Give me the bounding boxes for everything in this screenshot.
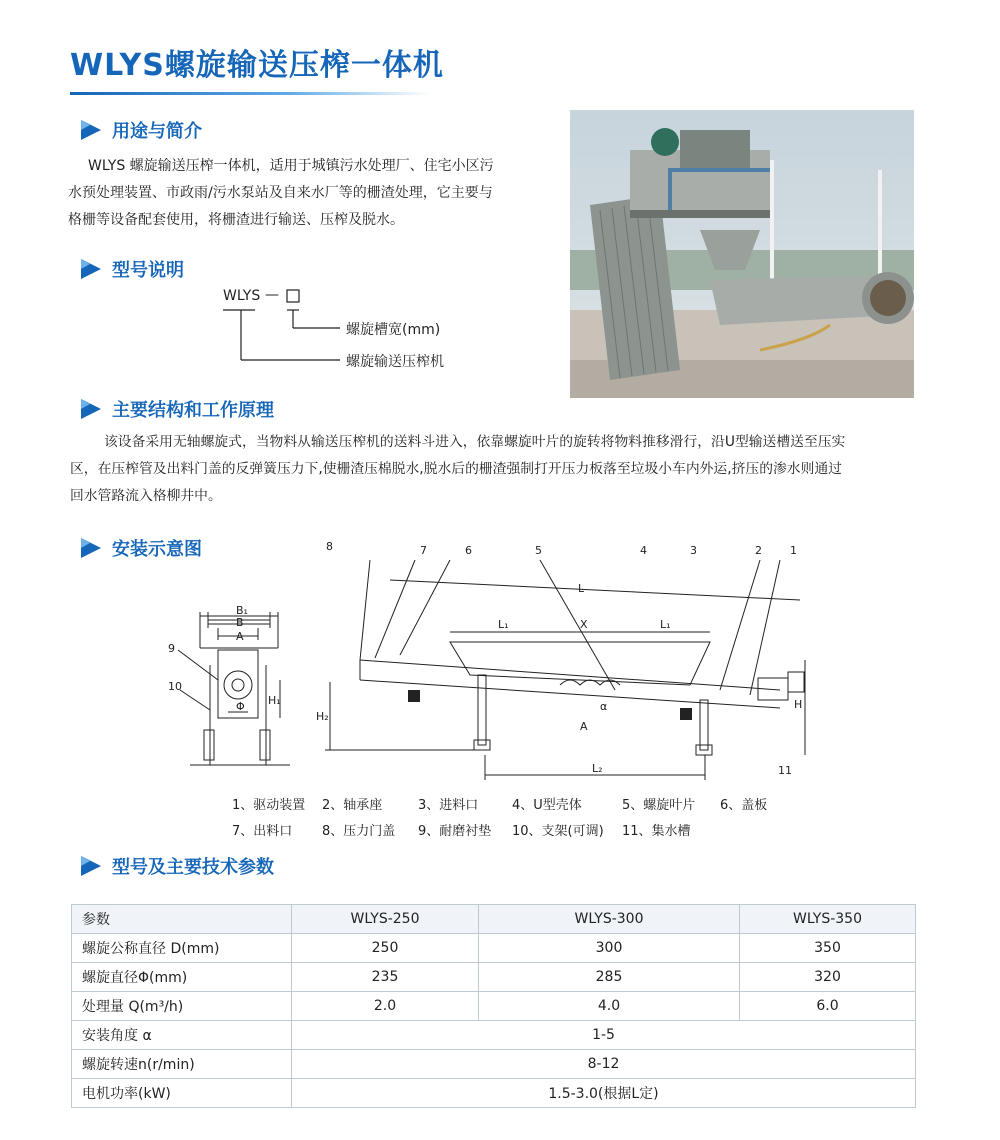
legend-item: 8、压力门盖 bbox=[322, 824, 396, 839]
page-title: WLYS螺旋输送压榨一体机 bbox=[70, 48, 444, 83]
dim-label: Φ bbox=[236, 700, 245, 713]
table-cell: 螺旋公称直径 D(mm) bbox=[72, 934, 292, 963]
model-code-diagram bbox=[215, 282, 515, 382]
callout-number: 11 bbox=[778, 764, 792, 777]
principle-line: 回水管路流入格柳井中。 bbox=[70, 488, 222, 504]
principle-text bbox=[70, 429, 930, 510]
legend-item: 4、U型壳体 bbox=[512, 798, 582, 813]
callout-number: 10 bbox=[168, 680, 182, 693]
dim-label: α bbox=[600, 700, 608, 713]
intro-line: 水预处理装置、市政雨/污水泵站及自来水厂等的栅渣处理，它主要与 bbox=[68, 185, 493, 201]
dim-label: L₁ bbox=[498, 618, 509, 631]
section-heading-principle bbox=[78, 396, 274, 422]
table-cell: 250 bbox=[292, 934, 479, 963]
dim-label: B bbox=[236, 616, 244, 629]
model-code: WLYS bbox=[223, 288, 261, 304]
table-cell: 285 bbox=[479, 963, 740, 992]
model-dash: — bbox=[265, 287, 279, 303]
section-title: 主要结构和工作原理 bbox=[112, 400, 274, 421]
table-cell: 螺旋转速n(r/min) bbox=[72, 1050, 292, 1079]
table-cell: 300 bbox=[479, 934, 740, 963]
callout-number: 8 bbox=[326, 540, 333, 553]
table-row bbox=[72, 1021, 916, 1050]
model-name-label: 螺旋输送压榨机 bbox=[346, 354, 444, 370]
table-cell: 6.0 bbox=[740, 992, 916, 1021]
dim-label: B₁ bbox=[236, 604, 248, 617]
arrow-bullet-icon bbox=[78, 256, 104, 282]
callout-number: 2 bbox=[755, 544, 762, 557]
table-cell: 350 bbox=[740, 934, 916, 963]
arrow-bullet-icon bbox=[78, 853, 104, 879]
parameters-table bbox=[71, 904, 916, 1108]
section-title: 用途与简介 bbox=[112, 121, 202, 142]
table-row bbox=[72, 1050, 916, 1079]
callout-number: 9 bbox=[168, 642, 175, 655]
section-heading-intro bbox=[78, 117, 202, 143]
principle-line: 区，在压榨管及出料门盖的反弹簧压力下,使栅渣压棉脱水,脱水后的栅渣强制打开压力板落至垃圾小车内外运,挤压的渗水则通过 bbox=[70, 461, 842, 477]
dim-label: X bbox=[580, 618, 588, 631]
section-heading-specs bbox=[78, 853, 274, 879]
intro-line: 格栅等设备配套使用，将栅渣进行输送、压榨及脱水。 bbox=[68, 212, 404, 228]
table-cell: 235 bbox=[292, 963, 479, 992]
callout-number: 7 bbox=[420, 544, 427, 557]
table-cell: 8-12 bbox=[292, 1050, 916, 1079]
table-cell: 4.0 bbox=[479, 992, 740, 1021]
section-title: 安装示意图 bbox=[112, 539, 202, 560]
table-header-row bbox=[72, 905, 916, 934]
table-cell: 2.0 bbox=[292, 992, 479, 1021]
legend-item: 5、螺旋叶片 bbox=[622, 798, 696, 813]
product-photo bbox=[570, 110, 914, 398]
legend-item: 9、耐磨衬垫 bbox=[418, 824, 492, 839]
dim-label: H bbox=[794, 698, 803, 711]
table-cell: 安装角度 α bbox=[72, 1021, 292, 1050]
table-cell: 1.5-3.0(根据L定) bbox=[292, 1079, 916, 1108]
callout-number: 4 bbox=[640, 544, 647, 557]
title-underline bbox=[70, 92, 430, 95]
legend-item: 10、支架(可调) bbox=[512, 824, 604, 839]
machine-photo-illustration bbox=[570, 110, 914, 398]
table-cell: 螺旋直径Φ(mm) bbox=[72, 963, 292, 992]
table-row bbox=[72, 992, 916, 1021]
table-cell: 320 bbox=[740, 963, 916, 992]
table-header-cell: 参数 bbox=[72, 905, 292, 934]
table-header-cell: WLYS-300 bbox=[479, 905, 740, 934]
table-cell: 1-5 bbox=[292, 1021, 916, 1050]
legend-item: 2、轴承座 bbox=[322, 798, 383, 813]
callout-number: 5 bbox=[535, 544, 542, 557]
table-header-cell: WLYS-350 bbox=[740, 905, 916, 934]
callout-number: 6 bbox=[465, 544, 472, 557]
arrow-bullet-icon bbox=[78, 117, 104, 143]
arrow-bullet-icon bbox=[78, 535, 104, 561]
principle-line: 该设备采用无轴螺旋式，当物料从输送压榨机的送料斗进入，依靠螺旋叶片的旋转将物料推移滑行，沿U型输送槽送至压实 bbox=[104, 434, 846, 450]
legend-item: 6、盖板 bbox=[720, 798, 768, 813]
dim-label: A bbox=[236, 630, 244, 643]
legend-item: 7、出料口 bbox=[232, 824, 293, 839]
dim-label: H₁ bbox=[268, 694, 281, 707]
dim-label: L₁ bbox=[660, 618, 671, 631]
model-width-label: 螺旋槽宽(mm) bbox=[346, 322, 441, 338]
dim-label: H₂ bbox=[316, 710, 329, 723]
installation-diagram bbox=[160, 540, 830, 790]
table-row bbox=[72, 934, 916, 963]
table-header-cell: WLYS-250 bbox=[292, 905, 479, 934]
intro-text bbox=[68, 153, 558, 234]
dim-label: L₂ bbox=[592, 762, 603, 775]
legend-item: 1、驱动装置 bbox=[232, 798, 306, 813]
dim-label: A bbox=[580, 720, 588, 733]
table-cell: 处理量 Q(m³/h) bbox=[72, 992, 292, 1021]
intro-line: WLYS 螺旋输送压榨一体机，适用于城镇污水处理厂、住宅小区污 bbox=[88, 158, 494, 174]
section-title: 型号及主要技术参数 bbox=[112, 857, 274, 878]
dim-label: L bbox=[578, 582, 585, 595]
table-row bbox=[72, 1079, 916, 1108]
callout-number: 1 bbox=[790, 544, 797, 557]
section-heading-model bbox=[78, 256, 184, 282]
legend-item: 3、进料口 bbox=[418, 798, 479, 813]
table-cell: 电机功率(kW) bbox=[72, 1079, 292, 1108]
callout-number: 3 bbox=[690, 544, 697, 557]
table-row bbox=[72, 963, 916, 992]
section-title: 型号说明 bbox=[112, 260, 184, 281]
arrow-bullet-icon bbox=[78, 396, 104, 422]
legend-item: 11、集水槽 bbox=[622, 824, 691, 839]
